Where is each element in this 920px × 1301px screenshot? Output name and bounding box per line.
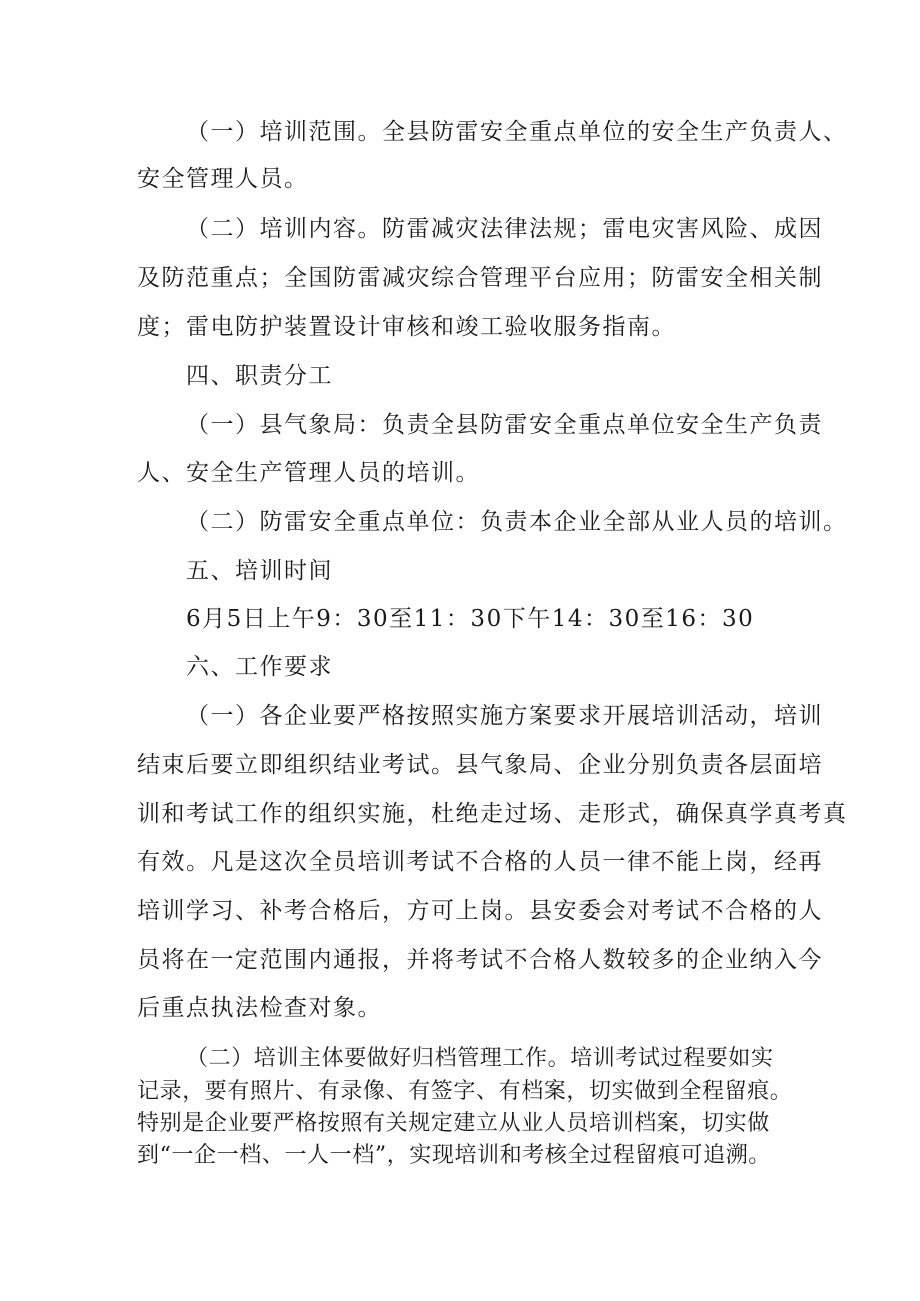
- text-line: 有效。凡是这次全员培训考试不合格的人员一律不能上岗，经再: [137, 849, 823, 875]
- text-line: 员将在一定范围内通报，并将考试不合格人数较多的企业纳入今: [137, 947, 823, 973]
- text-line: （二）培训主体要做好归档管理工作。培训考试过程要如实: [186, 1046, 774, 1071]
- text-line: 培训学习、补考合格后，方可上岗。县安委会对考试不合格的人: [137, 898, 823, 924]
- text-line: 度；雷电防护装置设计审核和竣工验收服务指南。: [137, 314, 676, 340]
- text-line: （一）各企业要严格按照实施方案要求开展培训活动，培训: [186, 703, 823, 729]
- section-heading: 五、培训时间: [186, 558, 333, 584]
- text-line: （二）防雷安全重点单位：负责本企业全部从业人员的培训。: [186, 509, 848, 535]
- section-heading: 四、职责分工: [186, 363, 333, 389]
- text-line: 记录，要有照片、有录像、有签字、有档案，切实做到全程留痕。: [137, 1079, 793, 1104]
- text-line: 安全管理人员。: [137, 166, 309, 192]
- text-line: 人、安全生产管理人员的培训。: [137, 460, 480, 486]
- schedule-line: 6月5日上午9：30至11：30下午14：30至16：30: [186, 606, 755, 632]
- text-line: 结束后要立即组织结业考试。县气象局、企业分别负责各层面培: [137, 752, 823, 778]
- text-line: 及防范重点；全国防雷减灾综合管理平台应用；防雷安全相关制: [137, 265, 823, 291]
- section-heading: 六、工作要求: [186, 654, 333, 680]
- text-line: 到“一企一档、一人一档”，实现培训和考核全过程留痕可追溯。: [137, 1143, 771, 1168]
- text-line: 训和考试工作的组织实施，杜绝走过场、走形式，确保真学真考真: [137, 801, 848, 827]
- text-line: 后重点执法检查对象。: [137, 995, 382, 1021]
- text-line: （一）县气象局：负责全县防雷安全重点单位安全生产负责: [186, 412, 823, 438]
- text-line: 特别是企业要严格按照有关规定建立从业人员培训档案，切实做: [137, 1111, 770, 1136]
- text-line: （二）培训内容。防雷减灾法律法规；雷电灾害风险、成因: [186, 216, 823, 242]
- text-line: （一）培训范围。全县防雷安全重点单位的安全生产负责人、: [186, 119, 848, 145]
